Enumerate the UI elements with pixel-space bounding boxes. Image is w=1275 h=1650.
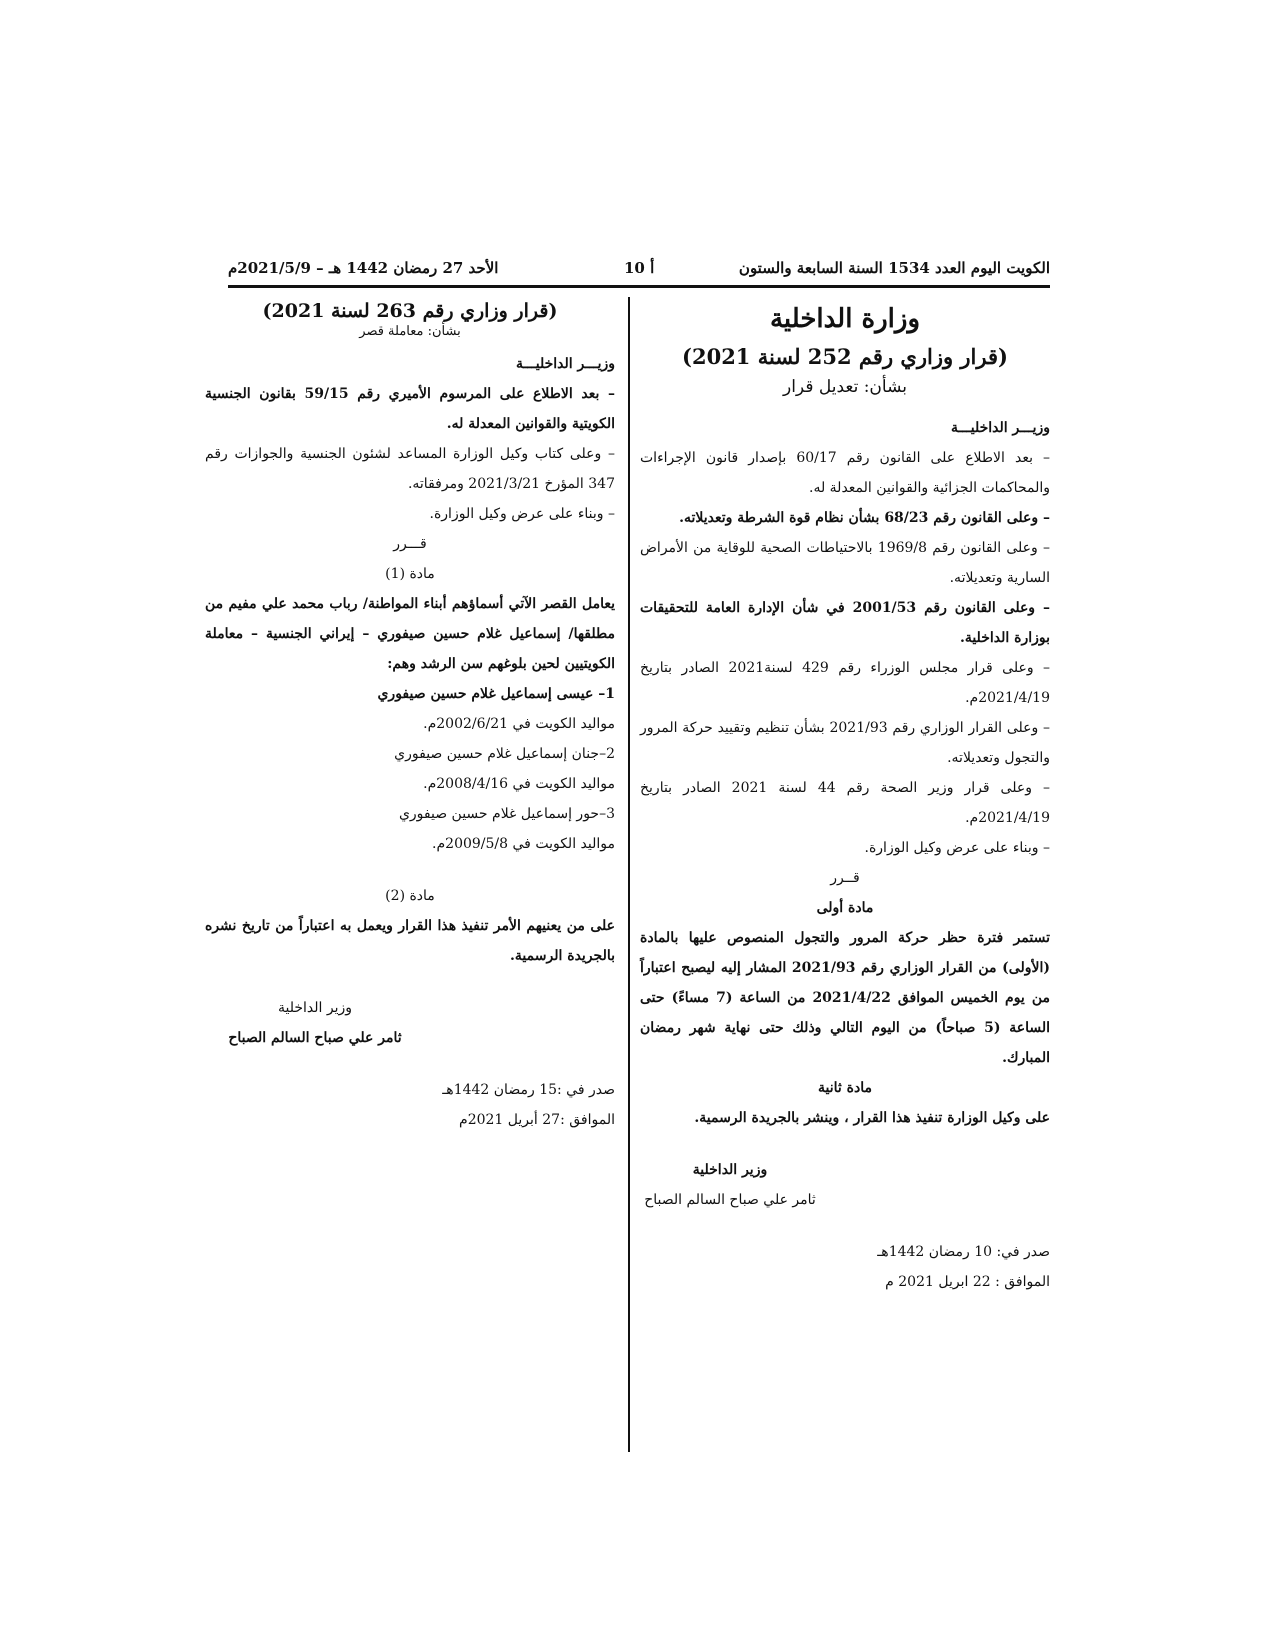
header-rule — [228, 285, 1050, 288]
article-1-title: مادة (1) — [385, 566, 435, 582]
issue-date-gregorian: الموافق :27 أبريل 2021م — [459, 1112, 615, 1128]
signature-name: ثامر علي صباح السالم الصباح — [644, 1192, 816, 1208]
signature-title: وزير الداخلية — [692, 1162, 768, 1178]
decision-title: (قرار وزاري رقم 252 لسنة 2021) — [682, 344, 1008, 369]
decision-252-column — [640, 300, 1050, 1297]
article-1-text: يعامل القصر الآتي أسماؤهم أبناء المواطنة/ رباب محمد علي مفيم من مطلقها/ إسماعيل غلام حسين صيفوري – إيراني الجنسية – معاملة الكويتيين لحين بلوغهم سن الرشد وهم: — [205, 596, 615, 672]
preamble-item: – وعلى القرار الوزاري رقم 2021/93 بشأن تنظيم وتقييد حركة المرور والتجول وتعديلاته. — [640, 720, 1050, 766]
article-2-title: مادة ثانية — [818, 1080, 872, 1096]
header-page-number: أ 10 — [624, 259, 655, 277]
preamble-item: – وبناء على عرض وكيل الوزارة. — [429, 506, 615, 522]
header-publication: الكويت اليوم العدد 1534 السنة السابعة والستون — [738, 259, 1050, 277]
child-entry: مواليد الكويت في 2002/6/21م. — [423, 716, 615, 732]
issue-date-hijri: صدر في :15 رمضان 1442هـ — [442, 1082, 615, 1098]
issue-date-gregorian: الموافق : 22 ابريل 2021 م — [885, 1274, 1050, 1290]
decision-title: (قرار وزاري رقم 263 لسنة 2021) — [262, 300, 558, 322]
preamble-item: – وعلى القانون رقم 68/23 بشأن نظام قوة الشرطة وتعديلاته. — [679, 510, 1050, 526]
ministry-title: وزارة الداخلية — [769, 304, 921, 334]
preamble-item: – وعلى قرار مجلس الوزراء رقم 429 لسنة2021 الصادر بتاريخ 2021/4/19م. — [640, 660, 1051, 706]
decided-heading: قــرر — [830, 870, 860, 886]
preamble-item: – وعلى القانون رقم 1969/8 بالاحتياطات الصحية للوقاية من الأمراض السارية وتعديلاته. — [640, 540, 1051, 586]
issue-date-hijri: صدر في: 10 رمضان 1442هـ — [877, 1244, 1050, 1260]
preamble-item: – وعلى كتاب وكيل الوزارة المساعد لشئون الجنسية والجوازات رقم 347 المؤرخ 2021/3/21 ومرفقاته. — [205, 446, 615, 492]
article-2-text: على وكيل الوزارة تنفيذ هذا القرار ، وينشر بالجريدة الرسمية. — [694, 1110, 1050, 1126]
preamble-item: – بعد الاطلاع على القانون رقم 60/17 بإصدار قانون الإجراءات والمحاكمات الجزائية والقوانين المعدلة له. — [640, 450, 1051, 496]
preamble-item: – وعلى قرار وزير الصحة رقم 44 لسنة 2021 الصادر بتاريخ 2021/4/19م. — [640, 780, 1050, 826]
decision-subject: بشأن: تعديل قرار — [783, 377, 907, 397]
signature-block — [205, 993, 425, 1053]
child-entry: 3–حور إسماعيل غلام حسين صيفوري — [398, 806, 615, 822]
article-1-text: تستمر فترة حظر حركة المرور والتجول المنصوص عليها بالمادة (الأولى) من القرار الوزاري رقم 2021/93 المشار إليه ليصبح اعتباراً من يوم الخميس الموافق 2021/4/22 من الساعة (7 مساءً) حتى الساعة (5 صباحاً) من اليوم التالي وذلك حتى نهاية شهر رمضان المبارك. — [640, 930, 1050, 1066]
signature-name: ثامر علي صباح السالم الصباح — [228, 1030, 402, 1046]
decision-subject: بشأن: معاملة قصر — [359, 324, 461, 339]
page-header — [228, 259, 1050, 281]
decision-263-column — [205, 300, 615, 1135]
article-1-title: مادة أولى — [816, 900, 874, 916]
child-entry: مواليد الكويت في 2008/4/16م. — [423, 776, 615, 792]
preamble-item: – وعلى القانون رقم 2001/53 في شأن الإدارة العامة للتحقيقات بوزارة الداخلية. — [640, 600, 1050, 646]
preamble-item: – بعد الاطلاع على المرسوم الأميري رقم 59/15 بقانون الجنسية الكويتية والقوانين المعدلة له. — [205, 386, 616, 432]
signature-block — [620, 1155, 840, 1215]
minister-heading: وزيـــر الداخليـــة — [515, 356, 615, 372]
header-date: الأحد 27 رمضان 1442 هـ – 2021/5/9م — [228, 259, 499, 277]
article-2-text: على من يعنيهم الأمر تنفيذ هذا القرار ويعمل به اعتباراً من تاريخ نشره بالجريدة الرسمية. — [205, 918, 615, 964]
column-divider — [628, 297, 630, 1452]
signature-title: وزير الداخلية — [277, 1000, 352, 1016]
minister-heading: وزيـــر الداخليـــة — [950, 420, 1050, 436]
decided-heading: قـــرر — [393, 536, 427, 552]
preamble-item: – وبناء على عرض وكيل الوزارة. — [864, 840, 1050, 856]
child-entry: مواليد الكويت في 2009/5/8م. — [432, 836, 615, 852]
child-entry: 2–جنان إسماعيل غلام حسين صيفوري — [394, 746, 615, 762]
article-2-title: مادة (2) — [385, 888, 435, 904]
child-entry: 1– عيسى إسماعيل غلام حسين صيفوري — [377, 686, 615, 702]
